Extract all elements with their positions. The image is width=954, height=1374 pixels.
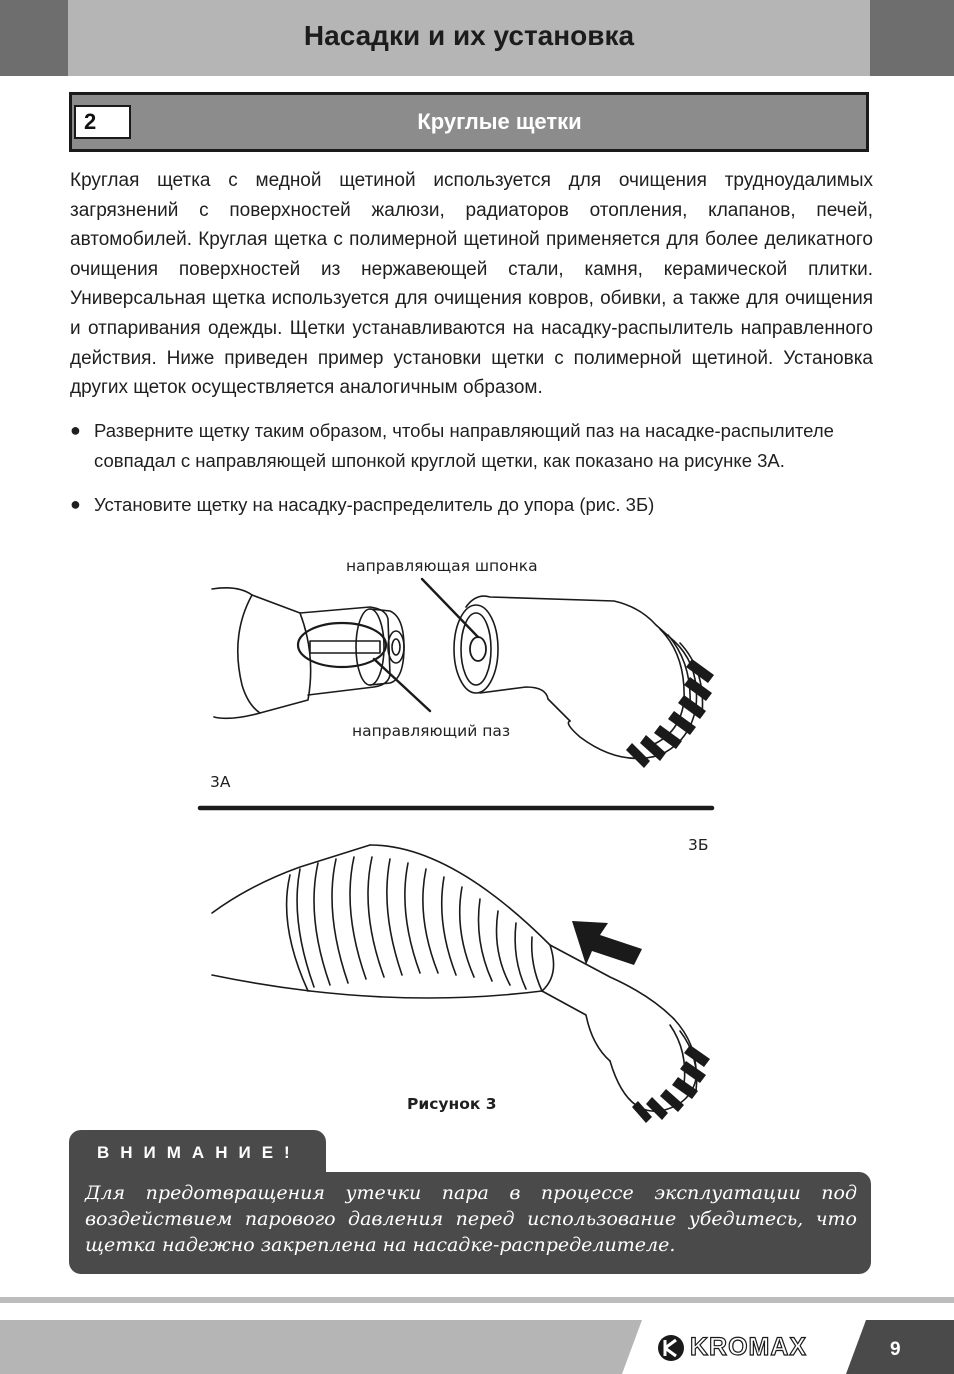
header-right-block <box>870 0 954 76</box>
header-left-block <box>0 0 68 76</box>
insert-arrow-icon <box>572 921 642 965</box>
brand-name: KROMAX <box>690 1333 808 1361</box>
bullet-dot-icon: ● <box>70 494 81 514</box>
bullet-text: Установите щетку на насадку-распределитель до упора (рис. 3Б) <box>94 494 655 515</box>
nozzle-illustration <box>212 588 430 718</box>
label-guide-groove: направляющий паз <box>352 722 511 740</box>
kromax-logo-icon <box>656 1333 686 1363</box>
bullet-item <box>70 490 873 520</box>
warning-label: ВНИМАНИЕ! <box>97 1143 301 1162</box>
page-number: 9 <box>890 1339 901 1360</box>
section-number: 2 <box>74 105 131 139</box>
assembled-illustration <box>212 845 710 1123</box>
warning-text: Для предотвращения утечки пара в процессе эксплуатации под воздействием парового давления перед использование убедитесь, что щетка надежно закреплена на насадке-распределителе. <box>85 1182 857 1256</box>
figure-caption: Рисунок 3 <box>407 1095 497 1113</box>
figure-illustration <box>190 545 730 1125</box>
body-paragraph: Круглая щетка с медной щетиной используется для очищения трудноудалимых загрязнений с поверхностей жалюзи, радиаторов отопления, клапанов, печей, автомобилей. Круглая щетка с полимерной щетиной применяется для более деликатного очищения поверхностей из нержавеющей стали, камня, керамической плитки. Универсальная щетка используется для очищения ковров, обивки, а также для очищения и отпаривания одежды. Щетки устанавливаются на насадку-распылитель направленного действия. Ниже приведен пример установки щетки с полимерной щетиной. Установка других щеток осуществляется аналогичным образом. <box>70 170 873 399</box>
section-heading <box>69 92 869 152</box>
bullet-item <box>70 416 873 475</box>
label-guide-key: направляющая шпонка <box>346 557 538 575</box>
bullet-dot-icon: ● <box>70 420 81 440</box>
panel-a-label: 3А <box>210 773 231 791</box>
bullet-text: Разверните щетку таким образом, чтобы направляющий паз на насадке-распылителе совпадал с направляющей шпонкой круглой щетки, как показано на рисунке 3А. <box>94 420 834 471</box>
section-title: Круглые щетки <box>417 109 582 134</box>
panel-b-label: 3Б <box>688 836 709 854</box>
figure-3 <box>190 545 730 1125</box>
page-title: Насадки и их установка <box>303 20 635 51</box>
footer-divider <box>0 1297 954 1303</box>
